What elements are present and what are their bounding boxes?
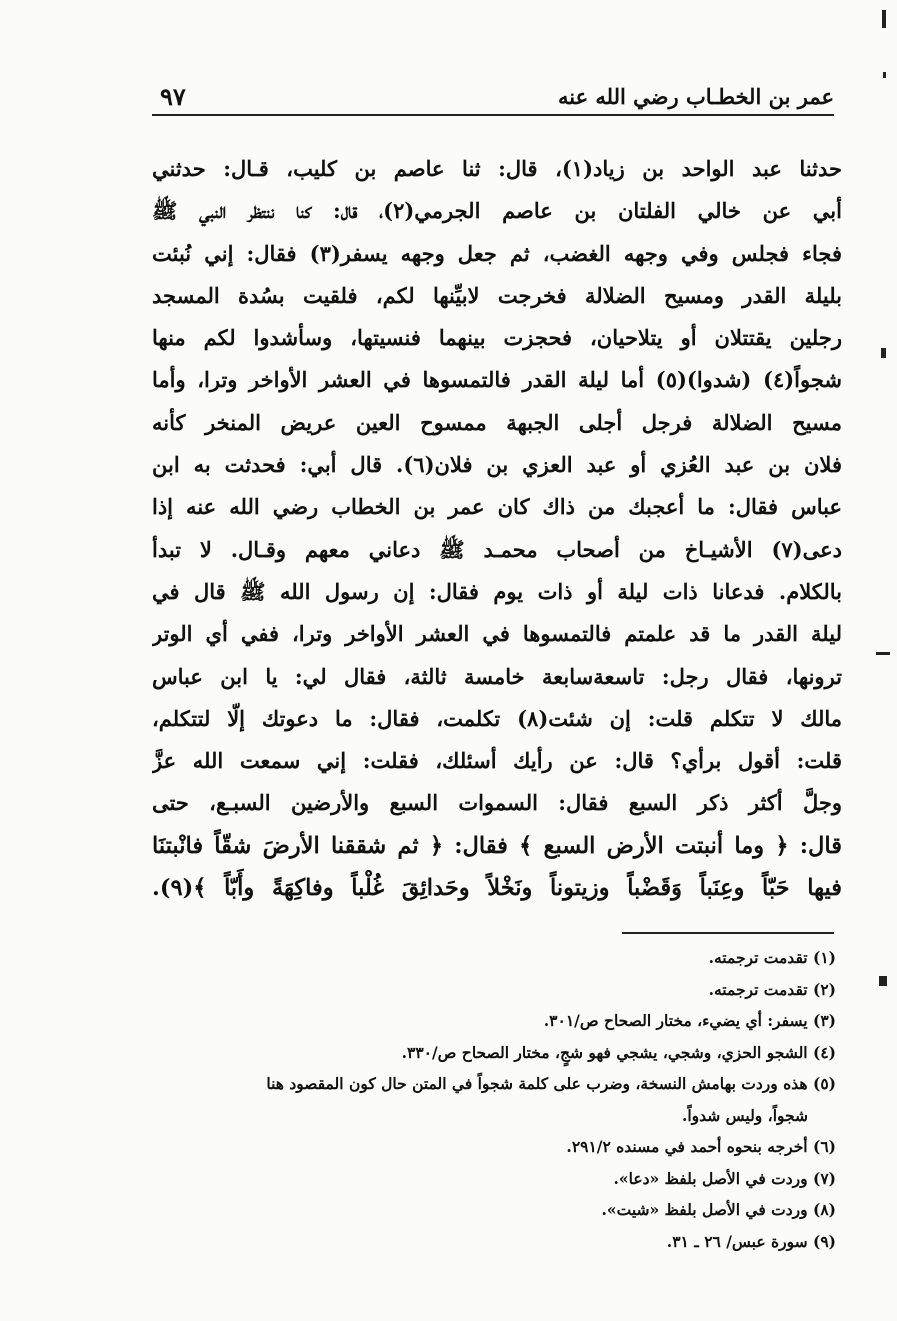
page-number: ٩٧ — [160, 82, 186, 111]
header-rule — [152, 114, 834, 116]
footnote: (٧) وردت في الأصل بلفظ «دعا». — [613, 1168, 836, 1188]
running-title: عمر بن الخطـاب رضي الله عنه — [557, 84, 834, 109]
text-line: شجواً(٤) (شدوا)(٥) أما ليلة القدر فالتمسوها في العشر الأواخر وترا، وأما — [152, 367, 842, 393]
text-line: ترونها، فقال رجل: تاسعةسابعة خامسة ثالثة، فقال لي: يا ابن عباس — [152, 663, 842, 689]
text-line: أبي عن خالي الفلتان بن عاصم الجرمي(٢)، قال: كنا ننتظر النبي ﷺ — [152, 198, 842, 224]
page-header — [152, 82, 834, 116]
footnote-continuation: شجواً، وليس شدواً. — [681, 1105, 808, 1125]
footnote: (٤) الشجو الحزي، وشجي، يشجي فهو شجٍ، مختار الصحاح ص/٣٣٠. — [401, 1042, 836, 1062]
scan-mark — [883, 72, 886, 78]
text-line: مسيح الضلالة فرجل أجلى الجبهة ممسوح العين عريض المنخر كأنه — [152, 409, 842, 435]
quran-verse-line: قال: ﴿ وما أنبتت الأرض السبع ﴾ فقال: ﴿ ثم شققنا الأرضَ شقّاً فانْبتنَا — [152, 832, 842, 859]
scan-mark — [882, 10, 886, 28]
footnote: (٣) يسفر: أي يضيء، مختار الصحاح ص/٣٠١. — [543, 1011, 836, 1030]
footnote-separator — [622, 932, 834, 934]
text-line: دعى(٧) الأشيـاخ من أصحاب محمـد ﷺ دعاني معهم وقـال. لا تبدأ — [152, 536, 842, 562]
text-line: بالكلام. فدعانا ذات ليلة أو ذات يوم فقال: إن رسول الله ﷺ قال في — [152, 578, 842, 604]
text-line: قلت: أقول برأي؟ قال: عن رأيك أسئلك، فقلت: إني سمعت الله عزَّ — [152, 748, 842, 774]
scan-mark — [876, 652, 890, 655]
scan-mark — [879, 976, 887, 986]
main-text — [152, 148, 842, 909]
text-line: وجلَّ أكثر ذكر السبع فقال: السموات السبع والأرضين السبـع، حتى — [152, 790, 842, 816]
text-line: حدثنا عبد الواحد بن زياد(١)، قال: ثنا عاصم بن كليب، قـال: حدثني — [152, 156, 842, 181]
footnote: (٥) هذه وردت بهامش النسخة، وضرب على كلمة شجواً في المتن حال كون المقصود هنا — [266, 1074, 836, 1093]
footnote: (٦) أخرجه بنحوه أحمد في مسنده ٢٩١/٢. — [566, 1137, 836, 1156]
footnote: (١) تقدمت ترجمته. — [708, 948, 836, 967]
footnotes — [150, 942, 836, 1257]
quran-verse-line: فيها حَبّاً وعِنَباً وَقَضْباً وزيتوناً ونَخْلاً وحَدائِقَ غُلْباً وفاكِهَةً وأَبّاً ﴾(٩). — [152, 875, 842, 902]
footnote: (٩) سورة عبس/ ٢٦ ـ ٣١. — [666, 1231, 836, 1251]
text-line: رجلين يقتتلان أو يتلاحيان، فحجزت بينهما فنسيتها، وسأشدوا لكم منها — [152, 325, 842, 351]
text-line: فلان بن عبد العُزي أو عبد العزي بن فلان(٦). قال أبي: فحدثت به ابن — [152, 452, 842, 478]
footnote: (٢) تقدمت ترجمته. — [708, 979, 836, 999]
text-line: مالك لا تتكلم قلت: إن شئت(٨) تكلمت، فقال: ما دعوتك إلّا لتتكلم، — [152, 705, 842, 731]
text-line: فجاء فجلس وفي وجهه الغضب، ثم جعل وجهه يسفر(٣) فقال: إني نُبئت — [152, 240, 842, 266]
text-line: بليلة القدر ومسيح الضلالة فخرجت لابيِّنها لكم، فلقيت بسُدة المسجد — [152, 282, 842, 308]
footnote: (٨) وردت في الأصل بلفظ «شيت». — [601, 1200, 836, 1219]
text-line: عباس فقال: ما أعجبك من ذاك كان عمر بن الخطاب رضي الله عنه إذا — [152, 494, 842, 520]
scan-mark — [881, 348, 886, 358]
text-line: ليلة القدر ما قد علمتم فالتمسوها في العشر الأواخر وترا، ففي أي الوتر — [152, 621, 842, 647]
